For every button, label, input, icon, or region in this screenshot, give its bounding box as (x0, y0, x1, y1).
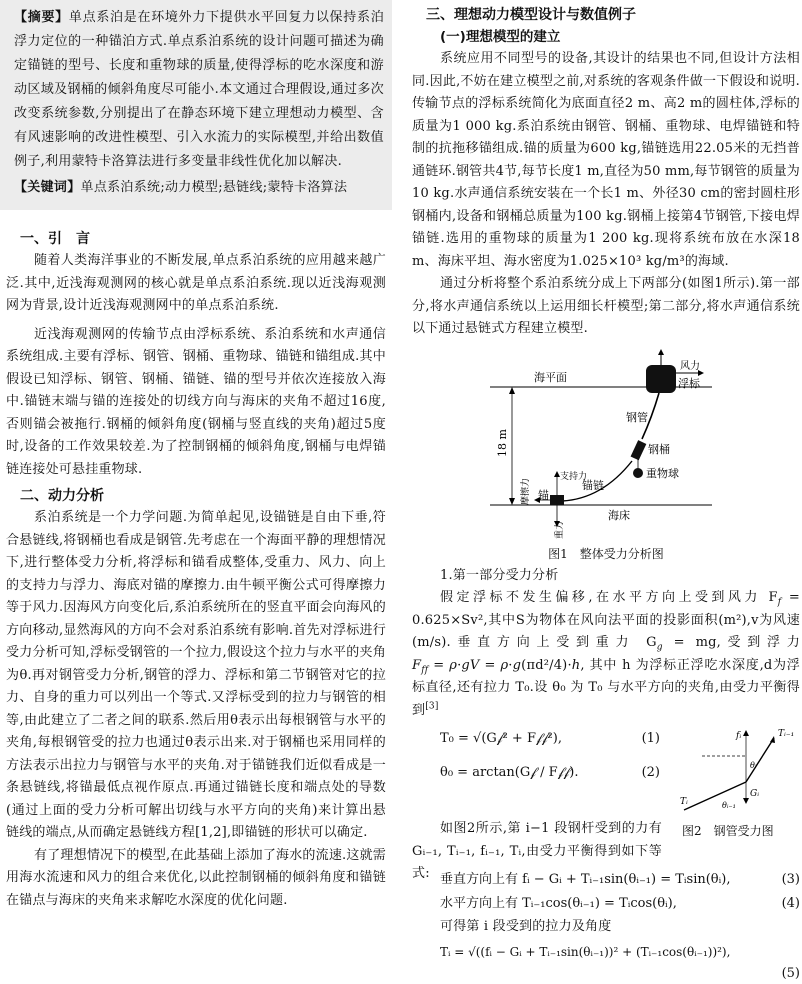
section2-paragraph-2: 有了理想情况下的模型,在此基础上添加了海水的流速.这就需用海水流速和风力的组合来优化,以此控制钢桶的倾斜角度和锚链在锚点与海床的夹角来求解吃水深度的优化问题. (6, 847, 386, 908)
equation-3: 垂直方向上有 fᵢ − Gᵢ + Tᵢ₋₁sin(θᵢ₋₁) = Tᵢsin(θᵢ), (3) (412, 868, 800, 892)
fi-arrow (743, 730, 749, 736)
equation-3-number: (3) (781, 872, 800, 887)
abstract-label: 【摘要】 (14, 10, 69, 25)
part1-text-b: = 0.625×Sv²,其中S为物体在风向法平面的投影面积(m²),v为风速(m/s).垂直方向上受到重力 G (412, 590, 800, 650)
pipe-segment-lower (684, 782, 746, 810)
anchor-shape (550, 495, 564, 505)
depth-arrow-top (509, 387, 515, 394)
gi-arrow (743, 798, 749, 804)
eq-1-2 (440, 726, 660, 788)
section3-paragraph-2: 通过分析将整个系泊系统分成上下两部分(如图1所示).第一部分,将水声通信系统以上运用细长杆模型;第二部分,将水声通信系统以下通过悬链式方程建立模型. (412, 276, 800, 336)
label-gravity: 重力 (555, 520, 565, 539)
label-theta: θᵢ (750, 761, 757, 770)
label-pipe: 钢管 (626, 410, 648, 424)
part1-title: 1.第一部分受力分析 (440, 567, 559, 583)
pipe-segment-upper (746, 738, 774, 782)
equation-5-number: (5) (781, 966, 800, 981)
part1-text-a: 假定浮标不发生偏移,在水平方向上受到风力 F (440, 590, 778, 605)
buoy-shape (646, 365, 676, 393)
section1-paragraph-1: 随着人类海洋事业的不断发展,单点系泊系统的应用越来越广泛.其中,近浅海观测网的核心就是单点系泊系统.现以近浅海观测网为背景,设计近浅海观测网中的单点系泊系统. (6, 253, 386, 313)
section3-subtitle: (一)理想模型的建立 (440, 29, 561, 45)
bucket-shape (631, 440, 647, 460)
figure-1-caption: 图1 整体受力分析图 (548, 546, 664, 561)
figure-1 (412, 347, 800, 549)
figure-1-diagram (412, 347, 800, 543)
figure-2-caption: 图2 钢管受力图 (682, 824, 774, 838)
label-thetai1: θᵢ₋₁ (722, 801, 736, 810)
ball-shape (633, 468, 643, 478)
equation-4: 水平方向上有 Tᵢ₋₁cos(θᵢ₋₁) = Tᵢcos(θᵢ), (4) (412, 892, 800, 916)
equation-5: Tᵢ = √((fᵢ − Gᵢ + Tᵢ₋₁sin(θᵢ₋₁))² + (Tᵢ₋₁cos(θᵢ₋₁))²), (440, 945, 731, 959)
label-friction: 摩擦力 (521, 477, 531, 505)
label-anchor: 锚 (538, 488, 549, 502)
label-fi: fᵢ (736, 731, 742, 741)
label-sea-surface: 海平面 (534, 370, 567, 384)
label-seabed: 海床 (608, 508, 630, 522)
keywords-label: 【关键词】 (14, 180, 81, 195)
buoyancy-arrow (658, 349, 664, 355)
label-depth: 18 m (496, 428, 509, 457)
figure-2-diagram (674, 722, 800, 818)
keywords-text: 单点系泊系统;动力模型;悬链线;蒙特卡洛算法 (80, 180, 348, 195)
citation-3: [3] (425, 701, 439, 712)
label-buoy: 浮标 (678, 376, 700, 390)
label-bucket: 钢桶 (648, 442, 670, 456)
equation-1-number: (1) (641, 731, 660, 746)
section1-paragraph-2: 近浅海观测网的传输节点由浮标系统、系泊系统和水声通信系统组成.主要有浮标、钢管、钢桶、重物球、锚链和锚组成.其中假设已知浮标、钢管、钢桶、锚链、锚的型号并依次连接放入海中.锚链末端与锚的连接处的切线方向与海床的夹角不超过16度,否则锚会被拖行.钢桶的倾斜角度(钢桶与竖直线的夹角)超过5度时,设备的工作效果较差.为了控制钢桶的倾斜角度,钢桶与电焊锚链连接处可悬挂重物球. (6, 326, 386, 477)
label-support: 支持力 (560, 471, 588, 482)
left-column (0, 0, 392, 912)
label-ti1: Tᵢ₋₁ (778, 729, 795, 739)
equation-2-number: (2) (641, 765, 660, 780)
part1-text-c: = mg,受到浮力 (673, 635, 800, 650)
section3-paragraph-1: 系统应用不同型号的设备,其设计的结果也不同,但设计方法相同.因此,不妨在建立模型之前,对系统的客观条件做一下假设和说明.传输节点的浮标系统简化为底面直径2 m、高2 m的圆柱体,浮标的质量为1 000 kg.系泊系统由钢管、钢桶、重物球、电焊锚链和特制的抗拖移锚组成.锚的质量为600 kg,锚链选用22.05米的无挡普通链环.钢管共4节,每节长度1 m,直径为50 mm,每节钢管的质量为10 kg.水声通信系统安装在一个长1 m、外径30 cm的密封圆柱形钢桶内,设备和钢桶总质量为100 kg.钢桶上接第4节钢管,下接电焊锚链.选用的重物球的质量为1 200 kg.现将系统布放在水深18 m、海床平坦、海水密度为1.025×10³ kg/m³的海域. (412, 51, 800, 269)
label-wind: 风力 (680, 360, 700, 372)
equation-1: T₀ = √(G𝒻² + F𝒻𝒻²), (1) (440, 726, 660, 754)
section2-paragraph-1: 系泊系统是一个力学问题.为简单起见,设锚链是自由下垂,符合悬链线,将钢桶也看成是钢管.先考虑在一个海面平静的理想情况下,进行整体受力分析,将浮标和锚看成整体,受重力、风力、向上的支持力与浮力、海底对锚的摩擦力.由牛顿平衡公式可得摩擦力等于风力.因海风方向变化后,系泊系统所在的竖直平面会向海风的方向移动,显然海风的方向不会对系泊系统有影响.首先对浮标进行受力分析可知,浮标受钢管的一个拉力,假设这个拉力与水平的夹角为θ.再对钢管受力分析,钢管的浮力、浮标和第二节钢管对它的拉力、自身的重力可以列出一个等式.又浮标受到的拉力与钢管的相等,由此建立了二者之间的联系.然后用θ表示出每根钢管与水平的夹角,每根钢管受的拉力也通过θ表示出来.对于钢桶也采用同样的方法表示出拉力与钢管与水平的夹角.对于锚链我们近似看成是一条悬链线,将锚最低点视作原点.再通过锚链长度和端点处的导数(通过上面的受力分析可解出切线与水平方向的夹角)来计算出悬链线的端点,从而确定悬链线方程[1,2],即锚链的形状可以确定. (6, 510, 386, 840)
section2-title: 二、动力分析 (20, 488, 104, 504)
body-left (0, 210, 392, 912)
abstract-paragraph (14, 6, 384, 174)
section3-title: 三、理想动力模型设计与数值例子 (426, 7, 636, 23)
label-ball: 重物球 (646, 466, 679, 480)
part1-paragraph: 假定浮标不发生偏移,在水平方向上受到风力 $F_f = 0.625\times Sv^2$,其中S为物体在风向法平面的投影面积(m²),v为风速(m/s).垂直方向上受到重力 $G_g$ = mg,受到浮力 $F_{ff} = \rho\cdot gV = \rho\cdot g(\pi d^2/4)\cdot h$, 其中 h 为浮标正浮吃水深度,d为浮标直径,还有拉力 T₀.设 θ₀ 为 T₀ 与水平方向的夹角,由受力平衡得到[3] (412, 590, 800, 718)
equation-4-number: (4) (781, 896, 800, 911)
label-ti: Tᵢ (680, 797, 688, 807)
abstract-box (0, 0, 392, 210)
eq-fig2-block (412, 722, 800, 818)
equation-5-intro: 可得第 i 段受到的拉力及角度 (440, 919, 612, 934)
fig2-text: 如图2所示,第 i−1 段钢杆受到的力有 Gᵢ₋₁, Tᵢ₋₁, fᵢ₋₁, Tᵢ,由受力平衡得到如下等式: (412, 821, 662, 881)
depth-arrow-bottom (509, 498, 515, 505)
label-gi: Gᵢ (750, 789, 759, 799)
abstract-text: 单点系泊是在环境外力下提供水平回复力以保持系泊浮力定位的一种锚泊方式.单点系泊系统的设计问题可描述为确定锚链的型号、长度和重物球的质量,使得浮标的吃水深度和游动区域及钢桶的倾斜角度尽可能小.本文通过合理假设,通过多次改变系统参数,分别提出了在静态环境下建立理想动力模型、含有风速影响的改进性模型、引入水流力的实际模型,并给出数值例子,利用蒙特卡洛算法进行多变量非线性优化加以解决. (14, 10, 385, 169)
right-column (412, 0, 800, 984)
label-chain: 锚链 (582, 478, 604, 492)
equation-2: θ₀ = arctan(G𝒻 / F𝒻𝒻). (2) (440, 760, 660, 788)
section1-title: 一、引 言 (20, 231, 90, 247)
part1-text-d: 其中 h 为浮标正浮吃水深度,d为浮标直径,还有拉力 T₀.设 θ₀ 为 T₀ 与水平方向的夹角,由受力平衡得到 (412, 657, 800, 718)
keywords-paragraph (14, 176, 384, 200)
